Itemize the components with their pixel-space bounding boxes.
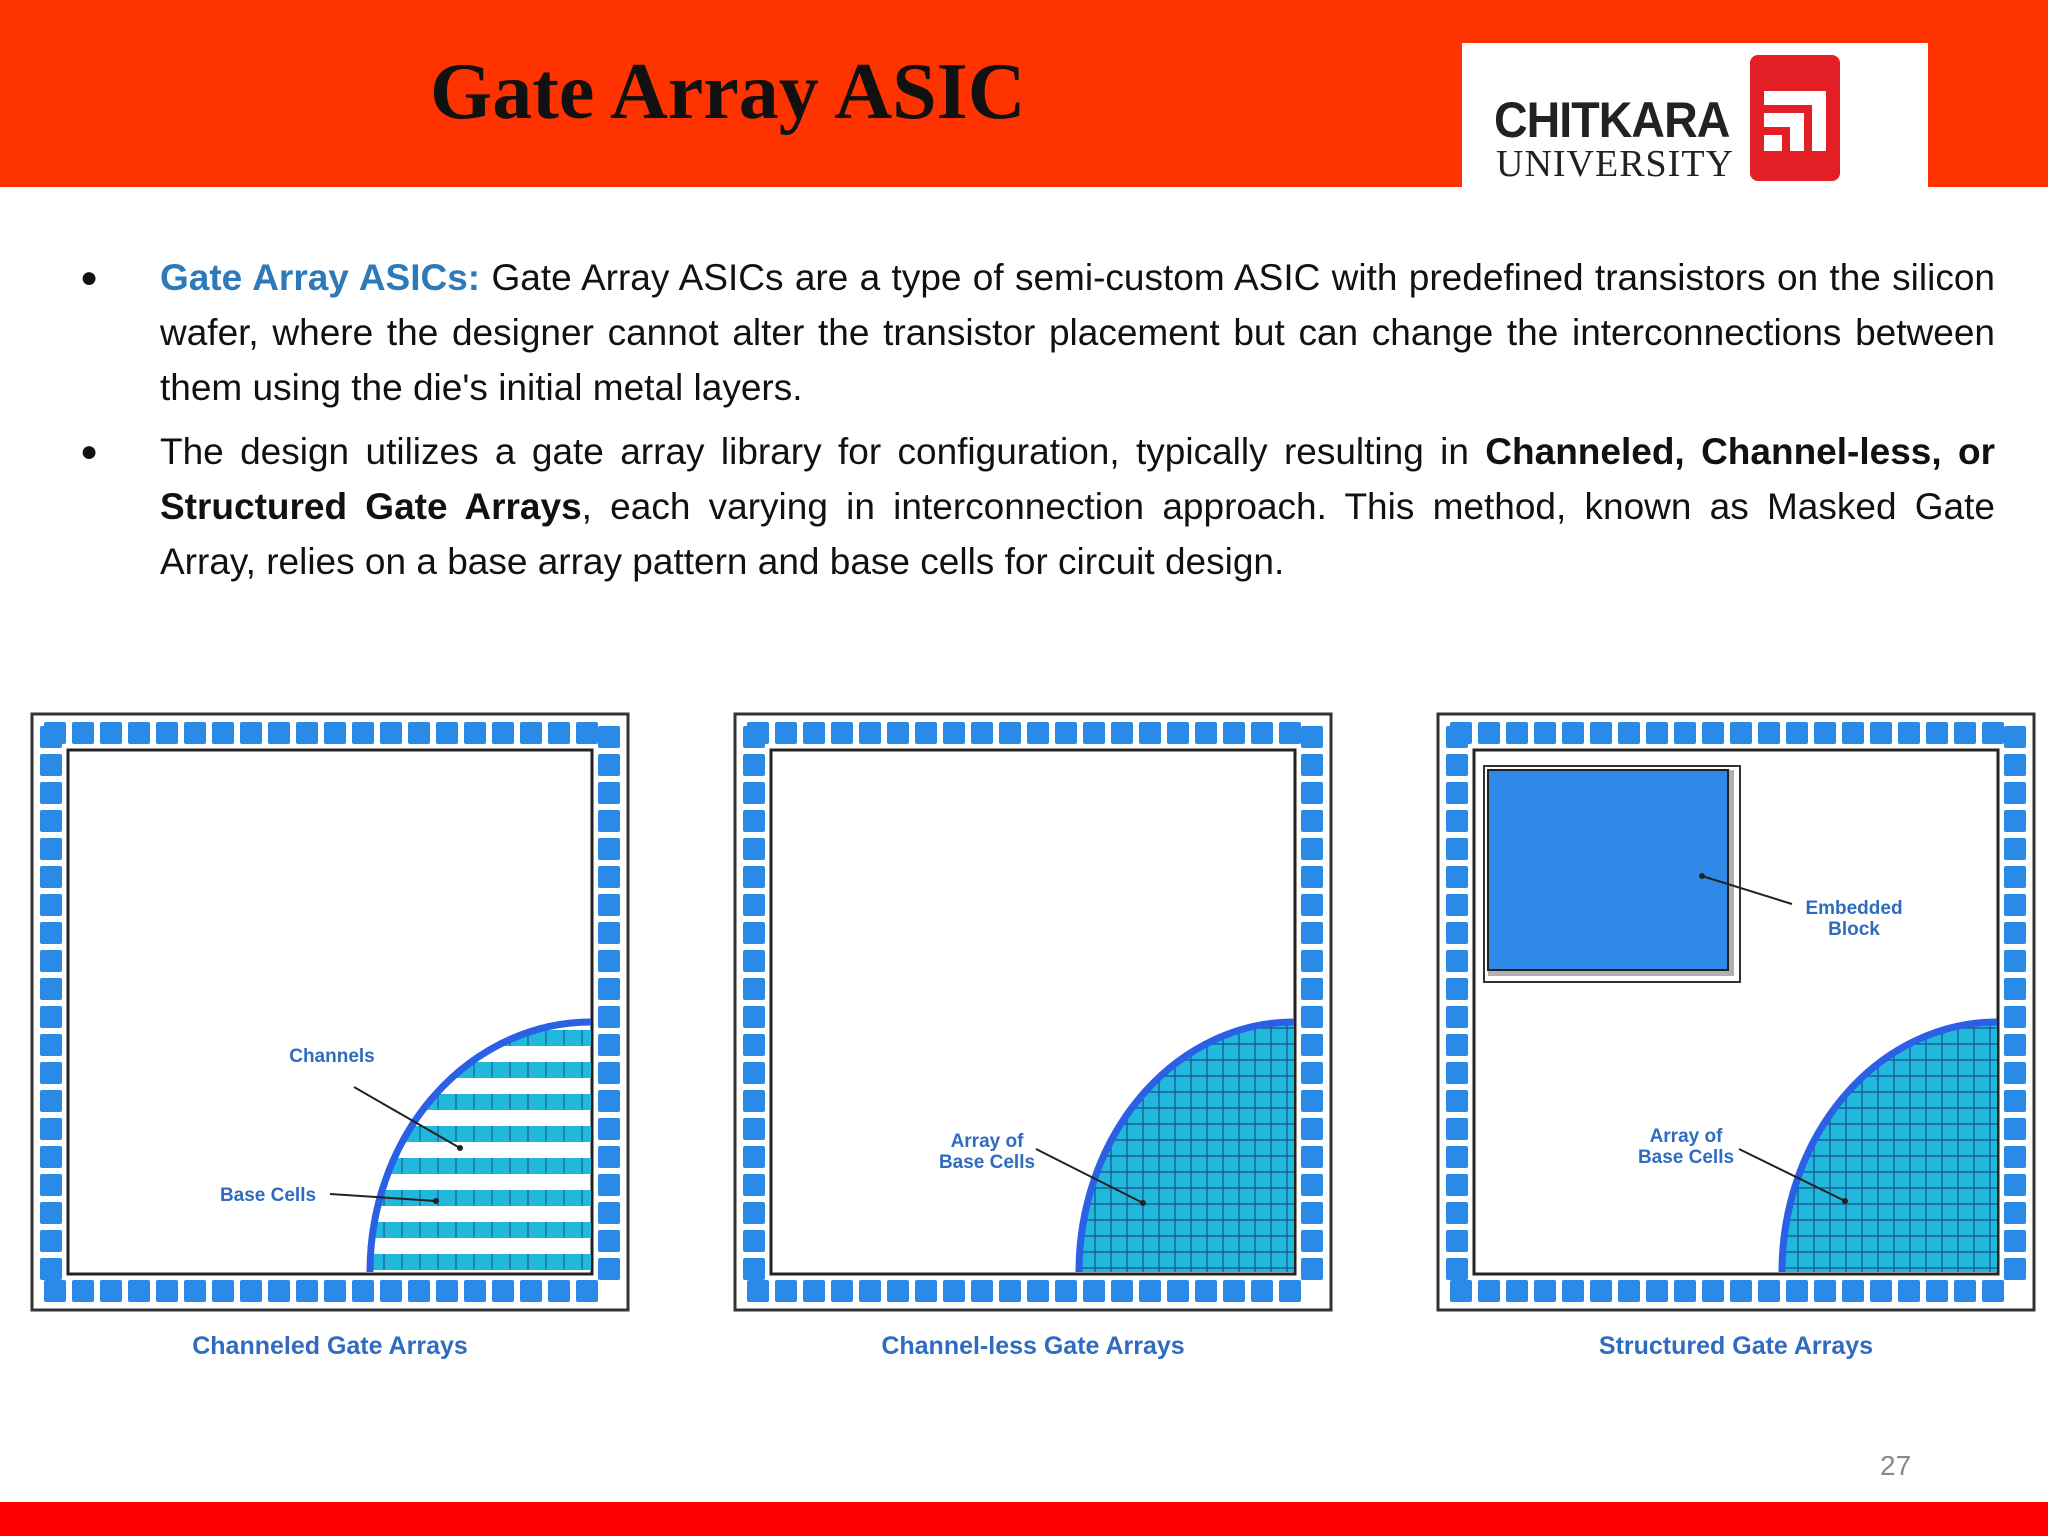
io-pad [72, 722, 94, 744]
io-pad [1954, 722, 1976, 744]
io-pad [598, 810, 620, 832]
io-pad [743, 838, 765, 860]
io-pad [548, 1280, 570, 1302]
io-pad [1139, 1280, 1161, 1302]
io-pad [464, 722, 486, 744]
io-pad [598, 1174, 620, 1196]
io-pad [598, 1034, 620, 1056]
io-pad [1301, 1034, 1323, 1056]
io-pad [1446, 1174, 1468, 1196]
leader-dot [433, 1198, 439, 1204]
io-pad [1618, 1280, 1640, 1302]
io-pad [40, 1202, 62, 1224]
io-pad [743, 978, 765, 1000]
io-pad [743, 1258, 765, 1280]
io-pad [887, 722, 909, 744]
io-pad [743, 1090, 765, 1112]
io-pad [1301, 922, 1323, 944]
embedded-label-line1: Embedded [1805, 898, 1903, 919]
io-pad [1027, 722, 1049, 744]
io-pad [1301, 950, 1323, 972]
io-pad [598, 1202, 620, 1224]
io-pad [380, 1280, 402, 1302]
channels-label: Channels [289, 1046, 375, 1067]
io-pad [548, 722, 570, 744]
io-pad [40, 1230, 62, 1252]
io-pad [2004, 1230, 2026, 1252]
io-pad [1446, 1202, 1468, 1224]
io-pad [100, 1280, 122, 1302]
array-label-line1: Array of [1649, 1126, 1723, 1147]
io-pad [1982, 722, 2004, 744]
io-pad [1982, 1280, 2004, 1302]
io-pad [2004, 726, 2026, 748]
io-pad [296, 722, 318, 744]
logo-subtitle: UNIVERSITY [1496, 143, 1734, 185]
io-pad [1446, 810, 1468, 832]
io-pad [743, 894, 765, 916]
io-pad [1279, 722, 1301, 744]
io-pad [1083, 1280, 1105, 1302]
bullet-term: Gate Array ASICs: [160, 257, 481, 298]
io-pad [803, 722, 825, 744]
io-pad [2004, 1118, 2026, 1140]
io-pad [2004, 1090, 2026, 1112]
io-pad [40, 1034, 62, 1056]
io-pad [492, 1280, 514, 1302]
io-pad [1251, 1280, 1273, 1302]
diagram-row [0, 712, 2048, 1372]
leader-dot [1842, 1198, 1848, 1204]
leader-dot [457, 1145, 463, 1151]
io-pad [408, 722, 430, 744]
io-pad [743, 726, 765, 748]
bullet-dot-icon: ● [80, 435, 99, 468]
diagram-channel-less [733, 712, 1333, 1372]
bullet-text: , each varying in interconnection approach. This method, known as Masked Gate Array, relies on a base array pattern and base cells for circuit design. [160, 486, 1995, 582]
io-pad [743, 810, 765, 832]
io-pad [2004, 894, 2026, 916]
io-pad [1646, 1280, 1668, 1302]
io-pad [576, 1280, 598, 1302]
io-pad [1478, 1280, 1500, 1302]
io-pad [1301, 1230, 1323, 1252]
io-pad [1446, 1006, 1468, 1028]
io-pad [999, 1280, 1021, 1302]
io-pad [1562, 1280, 1584, 1302]
array-label-line2: Base Cells [1637, 1147, 1735, 1168]
io-pad [1618, 722, 1640, 744]
io-pad [1814, 1280, 1836, 1302]
io-pad [1195, 1280, 1217, 1302]
diagram-channel-less-graphic [733, 712, 1333, 1312]
io-pad [2004, 1174, 2026, 1196]
io-pad [436, 722, 458, 744]
io-pad [1446, 894, 1468, 916]
logo-mark-icon [1750, 55, 1840, 181]
io-pad [1301, 1062, 1323, 1084]
io-pad [803, 1280, 825, 1302]
header-bar [0, 0, 2048, 187]
io-pad [743, 866, 765, 888]
io-pad [1301, 1146, 1323, 1168]
io-pad [2004, 754, 2026, 776]
io-pad [128, 722, 150, 744]
io-pad [598, 950, 620, 972]
io-pad [1842, 722, 1864, 744]
io-pad [268, 722, 290, 744]
io-pad [100, 722, 122, 744]
slide-title: Gate Array ASIC [430, 48, 1026, 136]
io-pad [1301, 1258, 1323, 1280]
array-label-line2: Base Cells [938, 1152, 1036, 1173]
io-pad [1446, 866, 1468, 888]
io-pad [743, 754, 765, 776]
io-pad [743, 1118, 765, 1140]
io-pad [2004, 1062, 2026, 1084]
io-pad [1646, 722, 1668, 744]
io-pad [598, 978, 620, 1000]
io-pad [576, 722, 598, 744]
io-pad [943, 1280, 965, 1302]
io-pad [1814, 722, 1836, 744]
io-pad [743, 782, 765, 804]
io-pad [598, 1258, 620, 1280]
io-pad [40, 782, 62, 804]
io-pad [598, 894, 620, 916]
io-pad [1055, 722, 1077, 744]
io-pad [1446, 1090, 1468, 1112]
io-pad [1301, 754, 1323, 776]
io-pad [520, 722, 542, 744]
io-pad [1111, 722, 1133, 744]
io-pad [1702, 722, 1724, 744]
leader-dot [1140, 1200, 1146, 1206]
io-pad [1478, 722, 1500, 744]
io-pad [40, 1062, 62, 1084]
bullet-bold-text: Channeled, Channel-less, or Structured Gate Arrays [160, 431, 1995, 527]
io-pad [1534, 1280, 1556, 1302]
io-pad [1301, 810, 1323, 832]
io-pad [2004, 950, 2026, 972]
io-pad [352, 1280, 374, 1302]
io-pad [40, 866, 62, 888]
io-pad [1446, 1034, 1468, 1056]
io-pad [40, 978, 62, 1000]
io-pad [743, 1202, 765, 1224]
footer-bar [0, 1502, 2048, 1536]
embedded-block [1488, 770, 1728, 970]
io-pad [743, 1062, 765, 1084]
io-pad [1446, 922, 1468, 944]
io-pad [887, 1280, 909, 1302]
io-pad [1446, 1146, 1468, 1168]
io-pad [380, 722, 402, 744]
io-pad [1534, 722, 1556, 744]
io-pad [1446, 1258, 1468, 1280]
bullet-list [80, 250, 1995, 598]
io-pad [1301, 1006, 1323, 1028]
io-pad [1301, 1174, 1323, 1196]
io-pad [40, 1090, 62, 1112]
io-pad [859, 1280, 881, 1302]
io-pad [296, 1280, 318, 1302]
io-pad [240, 1280, 262, 1302]
io-pad [1301, 726, 1323, 748]
bullet-dot-icon: ● [80, 261, 99, 294]
io-pad [1195, 722, 1217, 744]
diagram-structured [1436, 712, 2036, 1372]
io-pad [1730, 722, 1752, 744]
io-pad [598, 1006, 620, 1028]
io-pad [156, 1280, 178, 1302]
io-pad [2004, 810, 2026, 832]
io-pad [40, 1118, 62, 1140]
io-pad [743, 1174, 765, 1196]
io-pad [128, 1280, 150, 1302]
diagram-caption: Structured Gate Arrays [1598, 1332, 1874, 1360]
io-pad [1223, 722, 1245, 744]
io-pad [1562, 722, 1584, 744]
io-pad [1786, 1280, 1808, 1302]
io-pad [1027, 1280, 1049, 1302]
diagram-structured-graphic [1436, 712, 2036, 1312]
io-pad [436, 1280, 458, 1302]
io-pad [1870, 1280, 1892, 1302]
leader-dot [1699, 873, 1705, 879]
diagram-channeled-graphic [30, 712, 630, 1312]
io-pad [1111, 1280, 1133, 1302]
io-pad [40, 1174, 62, 1196]
io-pad [2004, 838, 2026, 860]
io-pad [1730, 1280, 1752, 1302]
page-number: 27 [1880, 1450, 1912, 1481]
base-cells-label: Base Cells [219, 1185, 317, 1206]
io-pad [520, 1280, 542, 1302]
io-pad [2004, 1034, 2026, 1056]
io-pad [1251, 722, 1273, 744]
io-pad [598, 866, 620, 888]
io-pad [1446, 782, 1468, 804]
io-pad [40, 838, 62, 860]
io-pad [40, 754, 62, 776]
io-pad [1954, 1280, 1976, 1302]
io-pad [1083, 722, 1105, 744]
io-pad [72, 1280, 94, 1302]
io-pad [324, 722, 346, 744]
io-pad [1926, 722, 1948, 744]
io-pad [971, 1280, 993, 1302]
io-pad [184, 722, 206, 744]
io-pad [408, 1280, 430, 1302]
io-pad [1842, 1280, 1864, 1302]
io-pad [2004, 1258, 2026, 1280]
io-pad [2004, 782, 2026, 804]
io-pad [598, 1230, 620, 1252]
io-pad [598, 1118, 620, 1140]
io-pad [1898, 722, 1920, 744]
io-pad [915, 722, 937, 744]
io-pad [2004, 922, 2026, 944]
io-pad [1446, 978, 1468, 1000]
io-pad [2004, 866, 2026, 888]
io-pad [40, 726, 62, 748]
io-pad [1446, 754, 1468, 776]
io-pad [1167, 722, 1189, 744]
io-pad [1898, 1280, 1920, 1302]
io-pad [2004, 1202, 2026, 1224]
io-pad [1301, 978, 1323, 1000]
io-pad [598, 1062, 620, 1084]
bullet-text: Gate Array ASICs are a type of semi-custom ASIC with predefined transistors on the silicon wafer, where the designer cannot alter the transistor placement but can change the interconnections between them using the die's initial metal layers. [160, 257, 1995, 408]
diagram-channeled [30, 712, 630, 1372]
io-pad [40, 1258, 62, 1280]
io-pad [1590, 722, 1612, 744]
embedded-label-line2: Block [1828, 919, 1880, 940]
io-pad [464, 1280, 486, 1302]
io-pad [1301, 1090, 1323, 1112]
io-pad [1786, 722, 1808, 744]
io-pad [831, 1280, 853, 1302]
io-pad [44, 1280, 66, 1302]
io-pad [1301, 866, 1323, 888]
io-pad [971, 722, 993, 744]
io-pad [1279, 1280, 1301, 1302]
university-logo [1462, 43, 1928, 187]
bullet-item [80, 424, 1995, 589]
io-pad [1446, 1062, 1468, 1084]
logo-name: CHITKARA [1494, 92, 1730, 148]
io-pad [324, 1280, 346, 1302]
io-pad [743, 1034, 765, 1056]
io-pad [1139, 722, 1161, 744]
io-pad [1301, 838, 1323, 860]
io-pad [1926, 1280, 1948, 1302]
io-pad [1506, 722, 1528, 744]
io-pad [743, 1006, 765, 1028]
io-pad [1674, 722, 1696, 744]
io-pad [1223, 1280, 1245, 1302]
bullet-text: The design utilizes a gate array library for configuration, typically resulting in [160, 431, 1486, 472]
io-pad [40, 950, 62, 972]
io-pad [598, 1090, 620, 1112]
io-pad [212, 1280, 234, 1302]
io-pad [240, 722, 262, 744]
io-pad [743, 950, 765, 972]
io-pad [743, 1146, 765, 1168]
io-pad [775, 1280, 797, 1302]
io-pad [598, 754, 620, 776]
io-pad [40, 1006, 62, 1028]
io-pad [40, 894, 62, 916]
diagram-caption: Channel-less Gate Arrays [881, 1332, 1185, 1360]
io-pad [1506, 1280, 1528, 1302]
io-pad [1167, 1280, 1189, 1302]
io-pad [859, 722, 881, 744]
io-pad [212, 722, 234, 744]
diagram-caption: Channeled Gate Arrays [192, 1332, 468, 1360]
bullet-item [80, 250, 1995, 415]
io-pad [40, 1146, 62, 1168]
io-pad [747, 1280, 769, 1302]
io-pad [352, 722, 374, 744]
io-pad [1055, 1280, 1077, 1302]
io-pad [2004, 978, 2026, 1000]
io-pad [1446, 950, 1468, 972]
io-pad [1446, 838, 1468, 860]
array-label-line1: Array of [950, 1131, 1024, 1152]
io-pad [743, 1230, 765, 1252]
io-pad [2004, 1146, 2026, 1168]
io-pad [268, 1280, 290, 1302]
io-pad [598, 1146, 620, 1168]
io-pad [598, 782, 620, 804]
io-pad [775, 722, 797, 744]
io-pad [598, 726, 620, 748]
io-pad [1446, 1230, 1468, 1252]
io-pad [1450, 1280, 1472, 1302]
io-pad [40, 810, 62, 832]
io-pad [1301, 894, 1323, 916]
io-pad [184, 1280, 206, 1302]
io-pad [1301, 782, 1323, 804]
io-pad [598, 922, 620, 944]
io-pad [1590, 1280, 1612, 1302]
io-pad [831, 722, 853, 744]
io-pad [1870, 722, 1892, 744]
io-pad [915, 1280, 937, 1302]
io-pad [1446, 726, 1468, 748]
io-pad [1758, 722, 1780, 744]
io-pad [1702, 1280, 1724, 1302]
io-pad [492, 722, 514, 744]
io-pad [1758, 1280, 1780, 1302]
io-pad [598, 838, 620, 860]
io-pad [999, 722, 1021, 744]
io-pad [1301, 1118, 1323, 1140]
io-pad [156, 722, 178, 744]
io-pad [1674, 1280, 1696, 1302]
io-pad [1446, 1118, 1468, 1140]
io-pad [2004, 1006, 2026, 1028]
io-pad [1301, 1202, 1323, 1224]
io-pad [743, 922, 765, 944]
io-pad [943, 722, 965, 744]
io-pad [40, 922, 62, 944]
logo-mark-graphic [1750, 55, 1840, 181]
chip-frame [32, 714, 628, 1310]
